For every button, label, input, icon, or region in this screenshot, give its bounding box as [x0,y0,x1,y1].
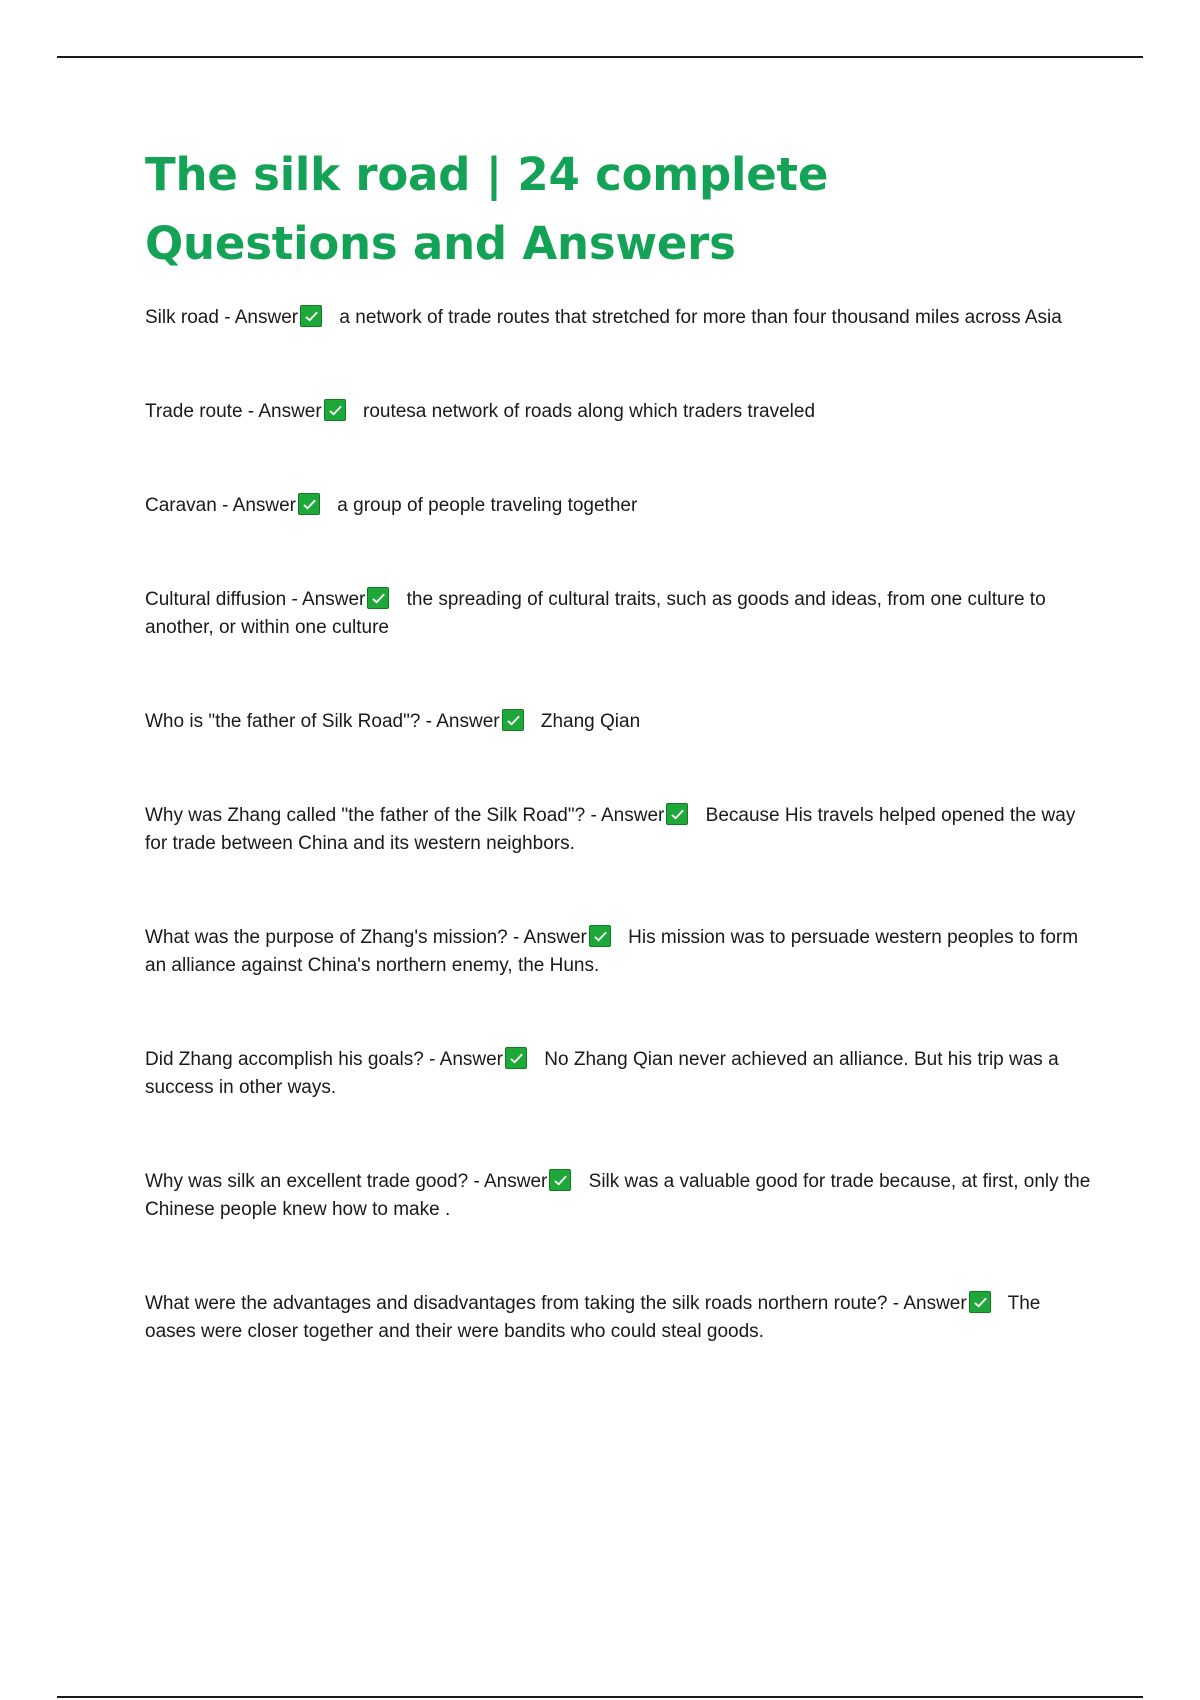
check-mark-icon [298,493,320,515]
question-text: Why was silk an excellent trade good? - Answer [145,1171,548,1192]
question-text: Silk road - Answer [145,307,299,328]
answer-text: Because His travels helped opened the way for trade between China and its western neighbors. [145,805,1076,854]
answer-text: Silk was a valuable good for trade because, at first, only the Chinese people knew how to make . [145,1171,1091,1220]
answer-text: the spreading of cultural traits, such as goods and ideas, from one culture to another, or within one culture [145,589,1046,638]
check-mark-icon [666,803,688,825]
question-text: Who is "the father of Silk Road"? - Answer [145,711,500,732]
qa-item [145,492,1095,520]
qa-item [145,802,1095,858]
answer-text: a group of people traveling together [337,495,638,516]
page-title: The silk road | 24 complete Questions and Answers [145,148,829,270]
qa-item [145,924,1095,980]
check-mark-icon [549,1169,571,1191]
answer-text: No Zhang Qian never achieved an alliance. But his trip was a success in other ways. [145,1049,1059,1098]
qa-item [145,708,1095,736]
qa-item [145,586,1095,642]
check-mark-icon [505,1047,527,1069]
qa-item [145,1046,1095,1102]
qa-item [145,1290,1095,1346]
qa-item [145,304,1095,332]
question-text: What was the purpose of Zhang's mission? - Answer [145,927,587,948]
check-mark-icon [367,587,389,609]
answer-text: The oases were closer together and their were bandits who could steal goods. [145,1293,1041,1342]
question-text: Cultural diffusion - Answer [145,589,366,610]
answer-text: His mission was to persuade western peoples to form an alliance against China's northern enemy, the Huns. [145,927,1079,976]
check-mark-icon [300,305,322,327]
check-mark-icon [324,399,346,421]
header-rule [57,56,1143,58]
check-mark-icon [502,709,524,731]
question-text: Did Zhang accomplish his goals? - Answer [145,1049,504,1070]
qa-item [145,1168,1095,1224]
question-text: Trade route - Answer [145,401,322,422]
answer-text: Zhang Qian [540,711,641,732]
qa-item [145,398,1095,426]
question-text: What were the advantages and disadvantages from taking the silk roads northern route? - Answer [145,1293,967,1314]
question-text: Caravan - Answer [145,495,297,516]
question-text: Why was Zhang called "the father of the Silk Road"? - Answer [145,805,665,826]
footer-rule [57,1696,1143,1698]
answer-text: routesa network of roads along which traders traveled [363,401,816,422]
check-mark-icon [969,1291,991,1313]
answer-text: a network of trade routes that stretched for more than four thousand miles across Asia [339,307,1062,328]
check-mark-icon [589,925,611,947]
document-body [145,140,1095,1412]
